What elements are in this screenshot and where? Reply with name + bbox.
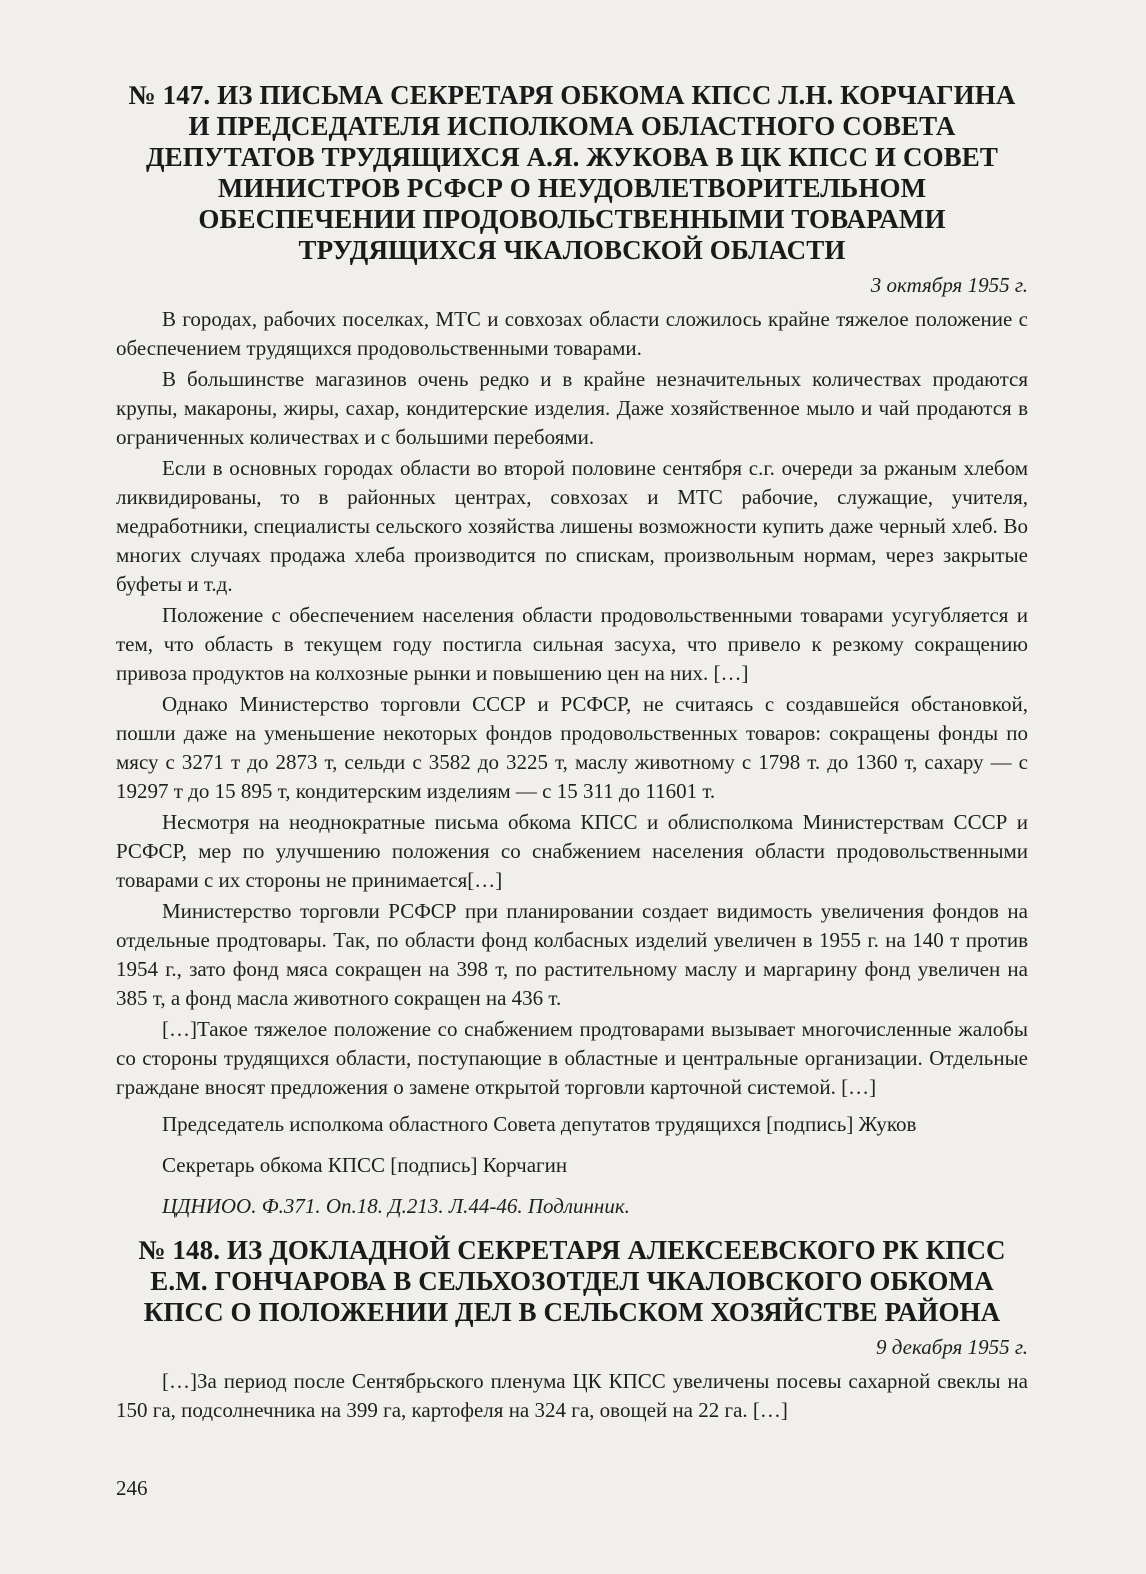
archive-reference: ЦДНИОО. Ф.371. Оп.18. Д.213. Л.44-46. Подлинник. bbox=[162, 1194, 630, 1218]
page-number: 246 bbox=[116, 1476, 148, 1500]
signature-chairman: Председатель исполкома областного Совета депутатов трудящихся [подпись] Жуков bbox=[162, 1112, 917, 1136]
signature-secretary: Секретарь обкома КПСС [подпись] Корчагин bbox=[162, 1153, 568, 1177]
paragraph: […]Такое тяжелое положение со снабжением продтоварами вызывает многочисленные жалобы со стороны трудящихся области, поступающие в областные и центральные организации. Отдельные граждане вносят предложения о замене открытой торговли карточной системой. […] bbox=[116, 1017, 1028, 1099]
paragraph: Несмотря на неоднократные письма обкома КПСС и облисполкома Министерствам СССР и РСФСР, мер по улучшению положения со снабжением населения области продовольственными товарами с их стороны не принимается[…] bbox=[116, 810, 1028, 892]
document-147-title: № 147. ИЗ ПИСЬМА СЕКРЕТАРЯ ОБКОМА КПСС Л.Н. КОРЧАГИНА И ПРЕДСЕДАТЕЛЯ ИСПОЛКОМА ОБЛАСТНОГО СОВЕТА ДЕПУТАТОВ ТРУДЯЩИХСЯ А.Я. ЖУКОВА В ЦК КПСС И СОВЕТ МИНИСТРОВ РСФСР О НЕУДОВЛЕТВОРИТЕЛЬНОМ ОБЕСПЕЧЕНИИ ПРОДОВОЛЬСТВЕННЫМИ ТОВАРАМИ ТРУДЯЩИХСЯ ЧКАЛОВСКОЙ ОБЛАСТИ bbox=[128, 80, 1016, 265]
paragraph: Министерство торговли РСФСР при планировании создает видимость увеличения фондов на отдельные продтовары. Так, по области фонд колбасных изделий увеличен в 1955 г. на 140 т против 1954 г., зато фонд мяса сокращен на 398 т, по растительному маслу и маргарину фонд увеличен на 385 т, а фонд масла животного сокращен на 436 т. bbox=[116, 899, 1028, 1010]
document-content bbox=[116, 80, 1028, 1427]
document-148-title: № 148. ИЗ ДОКЛАДНОЙ СЕКРЕТАРЯ АЛЕКСЕЕВСКОГО РК КПСС Е.М. ГОНЧАРОВА В СЕЛЬХОЗОТДЕЛ ЧКАЛОВСКОГО ОБКОМА КПСС О ПОЛОЖЕНИИ ДЕЛ В СЕЛЬСКОМ ХОЗЯЙСТВЕ РАЙОНА bbox=[138, 1235, 1006, 1327]
paragraph: В городах, рабочих поселках, МТС и совхозах области сложилось крайне тяжелое положение с обеспечением трудящихся продовольственными товарами. bbox=[116, 307, 1028, 360]
document-148-date: 9 декабря 1955 г. bbox=[876, 1335, 1028, 1359]
paragraph: Если в основных городах области во второй половине сентября с.г. очереди за ржаным хлебом ликвидированы, то в районных центрах, совхозах и МТС рабочие, служащие, учителя, медработники, специалисты сельского хозяйства лишены возможности купить даже черный хлеб. Во многих случаях продажа хлеба производится по спискам, произвольным нормам, через закрытые буфеты и т.д. bbox=[116, 456, 1028, 596]
paragraph: […]За период после Сентябрьского пленума ЦК КПСС увеличены посевы сахарной свеклы на 150 га, подсолнечника на 399 га, картофеля на 324 га, овощей на 22 га. […] bbox=[116, 1369, 1028, 1422]
paragraph: Однако Министерство торговли СССР и РСФСР, не считаясь с создавшейся обстановкой, пошли даже на уменьшение некоторых фондов продовольственных товаров: сокращены фонды по мясу с 3271 т до 2873 т, сельди с 3582 до 3225 т, маслу животному с 1798 т. до 1360 т, сахару — с 19297 т до 15 895 т, кондитерским изделиям — с 15 311 до 11601 т. bbox=[116, 692, 1028, 803]
paragraph: В большинстве магазинов очень редко и в крайне незначительных количествах продаются крупы, макароны, жиры, сахар, кондитерские изделия. Даже хозяйственное мыло и чай продаются в ограниченных количествах и с большими перебоями. bbox=[116, 367, 1028, 449]
document-147-date: 3 октября 1955 г. bbox=[870, 273, 1028, 297]
paragraph: Положение с обеспечением населения области продовольственными товарами усугубляется и тем, что область в текущем году постигла сильная засуха, что привело к резкому сокращению привоза продуктов на колхозные рынки и повышению цен на них. […] bbox=[116, 603, 1028, 685]
